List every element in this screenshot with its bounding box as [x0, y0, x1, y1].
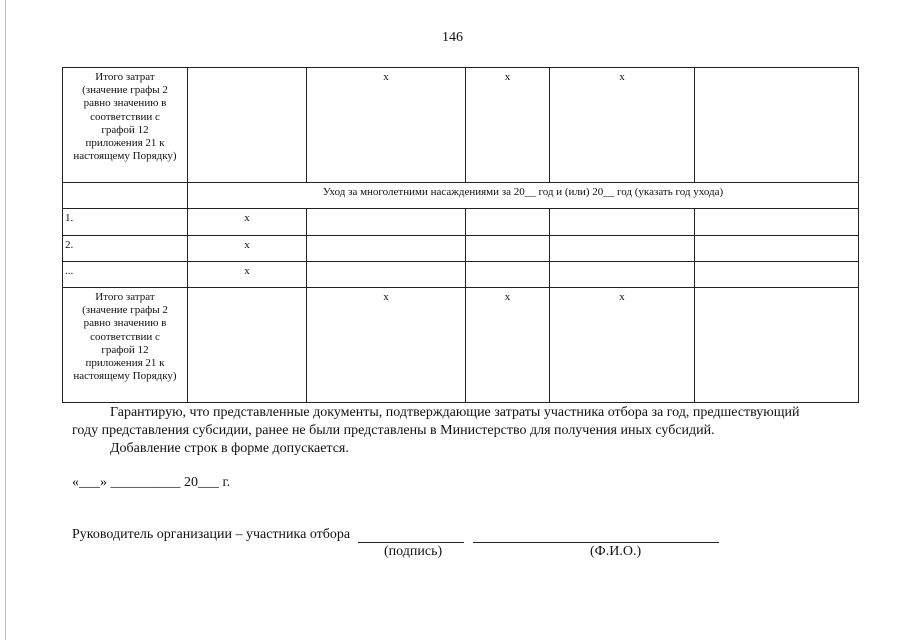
- table-cell: [63, 183, 188, 209]
- total-label-line: Итого затрат: [95, 71, 155, 83]
- cross-mark: x: [188, 236, 307, 262]
- total-label-line: настоящему Порядку): [73, 370, 177, 383]
- signature-label: Руководитель организации – участника отбора: [72, 527, 351, 542]
- total-label-line: соответствии с: [90, 330, 160, 343]
- guarantee-text-line2: году представления субсидии, ранее не были представлены в Министерство для получения иных субсидий.: [72, 423, 715, 438]
- cross-mark: x: [466, 288, 550, 403]
- total-label-bottom: [63, 288, 188, 403]
- addition-note: Добавление строк в форме допускается.: [110, 441, 349, 456]
- signature-caption: (подпись): [384, 544, 443, 559]
- signature-block: [72, 526, 719, 543]
- cross-mark: x: [307, 68, 466, 183]
- date-line: «___» __________ 20___ г.: [72, 475, 231, 490]
- total-label-line: настоящему Порядку): [73, 150, 177, 163]
- total-label-line: (значение графы 2: [82, 304, 168, 317]
- total-label-line: (значение графы 2: [82, 84, 168, 97]
- total-row-bottom: [63, 288, 859, 403]
- table-cell: [695, 68, 859, 183]
- cross-mark: x: [466, 68, 550, 183]
- row-number: 1.: [63, 209, 188, 236]
- total-row-top: [63, 68, 859, 183]
- table-cell: [188, 288, 307, 403]
- table-cell: [695, 288, 859, 403]
- total-label-line: графой 12: [101, 343, 149, 356]
- total-label-line: равно значению в: [83, 317, 167, 330]
- total-label-line: равно значению в: [83, 97, 167, 110]
- total-label-line: приложения 21 к: [85, 356, 165, 369]
- table-row: [63, 262, 859, 288]
- page-number: 146: [442, 30, 463, 45]
- total-label-line: графой 12: [101, 123, 149, 136]
- total-label-line: Итого затрат: [95, 291, 155, 303]
- cross-mark: x: [188, 262, 307, 288]
- name-caption: (Ф.И.О.): [590, 544, 642, 559]
- cross-mark: x: [188, 209, 307, 236]
- page-edge: [5, 0, 6, 640]
- section-row: [63, 183, 859, 209]
- cross-mark: x: [550, 288, 695, 403]
- table-row: [63, 236, 859, 262]
- section-title: Уход за многолетними насаждениями за 20__ год и (или) 20__ год (указать год ухода): [188, 183, 859, 209]
- row-number: 2.: [63, 236, 188, 262]
- row-number: ...: [63, 262, 188, 288]
- table-row: [63, 209, 859, 236]
- cross-mark: x: [550, 68, 695, 183]
- table-cell: [188, 68, 307, 183]
- expense-table: [62, 67, 859, 403]
- guarantee-text-line1: Гарантирую, что представленные документы, подтверждающие затраты участника отбора за год, предшествующий: [110, 405, 800, 420]
- total-label-line: приложения 21 к: [85, 136, 165, 149]
- cross-mark: x: [307, 288, 466, 403]
- total-label-top: [63, 68, 188, 183]
- total-label-line: соответствии с: [90, 110, 160, 123]
